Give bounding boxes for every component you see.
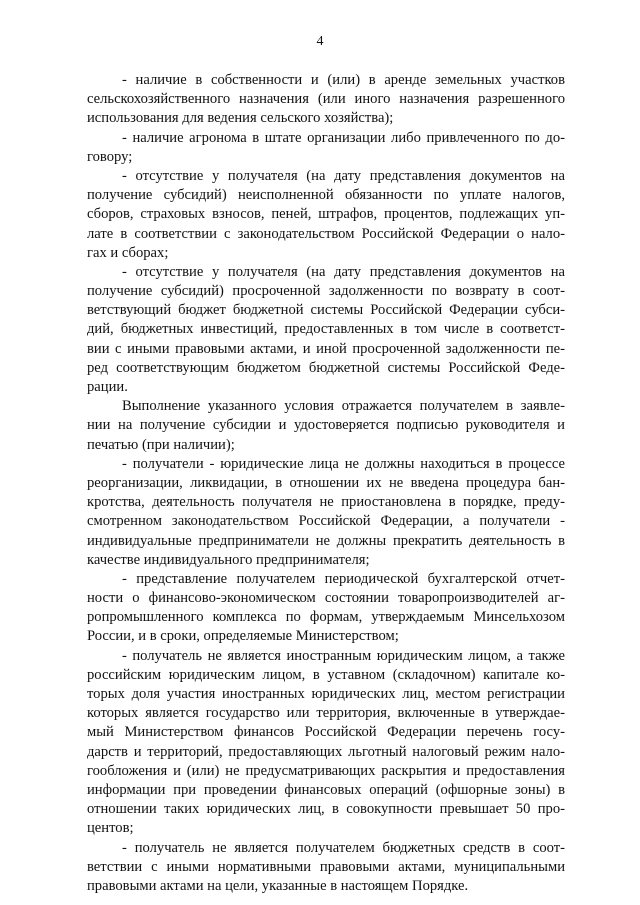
text-line: получение субсидий) просроченной задолженности по возврату в соот- bbox=[87, 283, 565, 300]
text-line: - отсутствие у получателя (на дату представления документов на bbox=[122, 167, 565, 184]
text-line: - получатель не является получателем бюджетных средств в соот- bbox=[122, 839, 565, 856]
text-line: индивидуальные предприниматели не должны прекратить деятельность в bbox=[87, 532, 565, 549]
text-line: - получатели - юридические лица не должны находиться в процессе bbox=[122, 455, 565, 472]
page-number: 4 bbox=[316, 34, 324, 49]
text-line: - отсутствие у получателя (на дату представления документов на bbox=[122, 263, 565, 280]
text-line: нии на получение субсидии и удостоверяется подписью руководителя и bbox=[87, 417, 565, 434]
text-line: - представление получателем периодической бухгалтерской отчет- bbox=[122, 570, 565, 587]
text-line: говору; bbox=[87, 148, 133, 165]
text-line: Выполнение указанного условия отражается получателем в заявле- bbox=[122, 398, 565, 415]
paragraph-no-tax-debt bbox=[87, 167, 565, 263]
paragraph-no-overdue-debt bbox=[87, 263, 565, 397]
text-line: - наличие в собственности и (или) в аренде земельных участков bbox=[122, 72, 565, 88]
text-line: гообложения и (или) не предусматривающих раскрытия и предоставления bbox=[87, 762, 565, 779]
text-line: получение субсидий) неисполненной обязанности по уплате налогов, bbox=[87, 187, 565, 204]
paragraph-no-reorganization bbox=[87, 455, 565, 570]
text-line: информации при проведении финансовых операций (офшорные зоны) в bbox=[87, 781, 565, 798]
text-line: вии с иными правовыми актами, и иной просроченной задолженности пе- bbox=[87, 340, 565, 357]
text-line: - получатель не является иностранным юридическим лицом, а также bbox=[122, 647, 565, 664]
paragraph-condition-confirmation bbox=[87, 397, 565, 455]
text-line: отношении таких юридических лиц, в совокупности превышает 50 про- bbox=[87, 801, 565, 818]
text-line: торых доля участия иностранных юридических лиц, местом регистрации bbox=[87, 686, 565, 702]
paragraph-agronomist bbox=[87, 129, 565, 167]
text-line: России, и в сроки, определяемые Министерством; bbox=[87, 628, 399, 645]
text-line: ности о финансово-экономическом состоянии товаропроизводителей аг- bbox=[87, 590, 565, 607]
text-line: - наличие агронома в штате организации либо привлеченного по до- bbox=[122, 129, 565, 146]
paragraph-not-budget-recipient bbox=[87, 839, 565, 897]
text-line: использования для ведения сельского хозяйства); bbox=[87, 110, 394, 127]
text-line: которых является государство или территория, включенные в утверждае- bbox=[87, 705, 565, 722]
text-line: сельскохозяйственного назначения (или иного назначения разрешенного bbox=[87, 91, 565, 108]
document-body bbox=[87, 71, 565, 896]
paragraph-land-ownership bbox=[87, 71, 565, 129]
text-line: ветствии с иными нормативными правовыми актами, муниципальными bbox=[87, 858, 565, 875]
text-line: ропромышленного комплекса по формам, утверждаемым Минсельхозом bbox=[87, 609, 565, 626]
text-line: реорганизации, ликвидации, в отношении их не введена процедура бан- bbox=[87, 474, 565, 491]
text-line: правовыми актами на цели, указанные в настоящем Порядке. bbox=[87, 877, 469, 894]
text-line: гах и сборах; bbox=[87, 244, 169, 261]
text-line: печатью (при наличии); bbox=[87, 436, 235, 453]
text-line: сборов, страховых взносов, пеней, штрафов, процентов, подлежащих уп- bbox=[87, 206, 565, 223]
text-line: качестве индивидуального предпринимателя; bbox=[87, 551, 370, 568]
text-line: центов; bbox=[87, 820, 134, 837]
paragraph-reporting bbox=[87, 570, 565, 647]
text-line: кротства, деятельность получателя не приостановлена в порядке, преду- bbox=[87, 494, 565, 511]
paragraph-not-foreign-entity bbox=[87, 647, 565, 839]
text-line: российским юридическим лицом, в уставном (складочном) капитале ко- bbox=[87, 666, 565, 683]
text-line: ветствующий бюджет бюджетной системы Российской Федерации субси- bbox=[87, 302, 565, 319]
text-line: мый Министерством финансов Российской Федерации перечень госу- bbox=[87, 724, 565, 741]
text-line: дий, бюджетных инвестиций, предоставленных в том числе в соответст- bbox=[87, 321, 565, 338]
text-line: рации. bbox=[87, 379, 128, 395]
text-line: ред соответствующим бюджетом бюджетной системы Российской Феде- bbox=[87, 359, 565, 376]
text-line: дарств и территорий, предоставляющих льготный налоговый режим нало- bbox=[87, 743, 565, 760]
text-line: лате в соответствии с законодательством Российской Федерации о нало- bbox=[87, 225, 565, 242]
text-line: смотренном законодательством Российской Федерации, а получатели - bbox=[87, 513, 565, 530]
